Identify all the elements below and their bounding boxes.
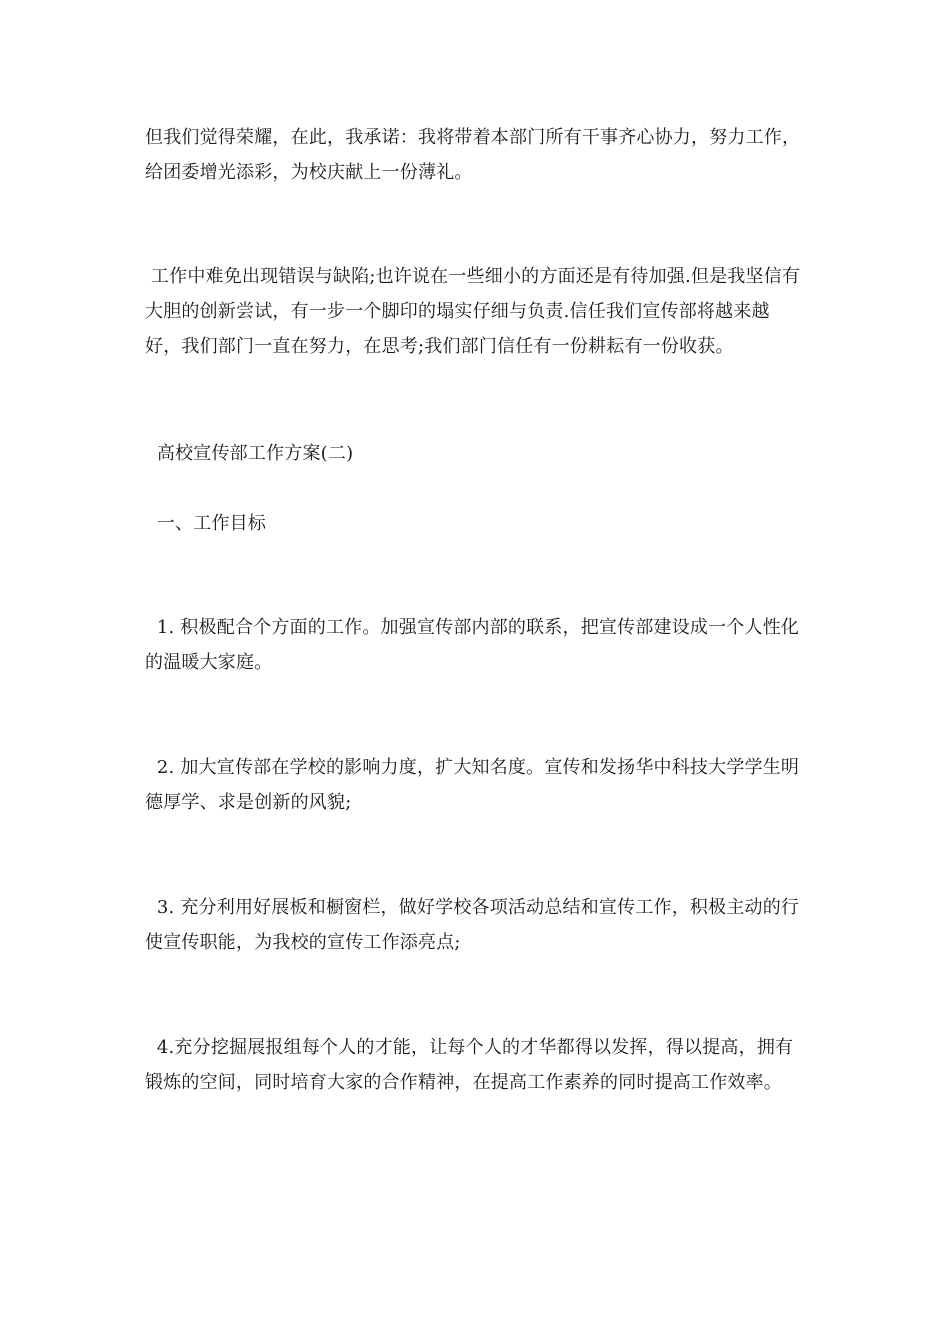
list-item-goal-3: 3. 充分利用好展板和橱窗栏，做好学校各项活动总结和宣传工作，积极主动的行使宣传职能，为我校的宣传工作添亮点; bbox=[145, 897, 800, 953]
section-heading-work-goals: 一、工作目标 bbox=[145, 513, 267, 534]
list-item-goal-2: 2. 加大宣传部在学校的影响力度，扩大知名度。宣传和发扬华中科技大学学生明德厚学、求是创新的风貌; bbox=[145, 757, 800, 813]
list-item-goal-4: 4.充分挖掘展报组每个人的才能，让每个人的才华都得以发挥，得以提高，拥有锻炼的空间，同时培育大家的合作精神，在提高工作素养的同时提高工作效率。 bbox=[145, 1037, 794, 1093]
list-item-goal-1: 1. 积极配合个方面的工作。加强宣传部内部的联系，把宣传部建设成一个人性化的温暖大家庭。 bbox=[145, 617, 800, 673]
paragraph-honor-commitment: 但我们觉得荣耀，在此，我承诺：我将带着本部门所有干事齐心协力，努力工作，给团委增光添彩，为校庆献上一份薄礼。 bbox=[145, 127, 801, 183]
section-title-plan-two: 高校宣传部工作方案(二) bbox=[145, 443, 354, 464]
paragraph-errors-and-progress: 工作中难免出现错误与缺陷;也许说在一些细小的方面还是有待加强.但是我坚信有大胆的创新尝试，有一步一个脚印的塌实仔细与负责.信任我们宣传部将越来越好，我们部门一直在努力，在思考;我们部门信任有一份耕耘有一份收获。 bbox=[145, 266, 801, 357]
